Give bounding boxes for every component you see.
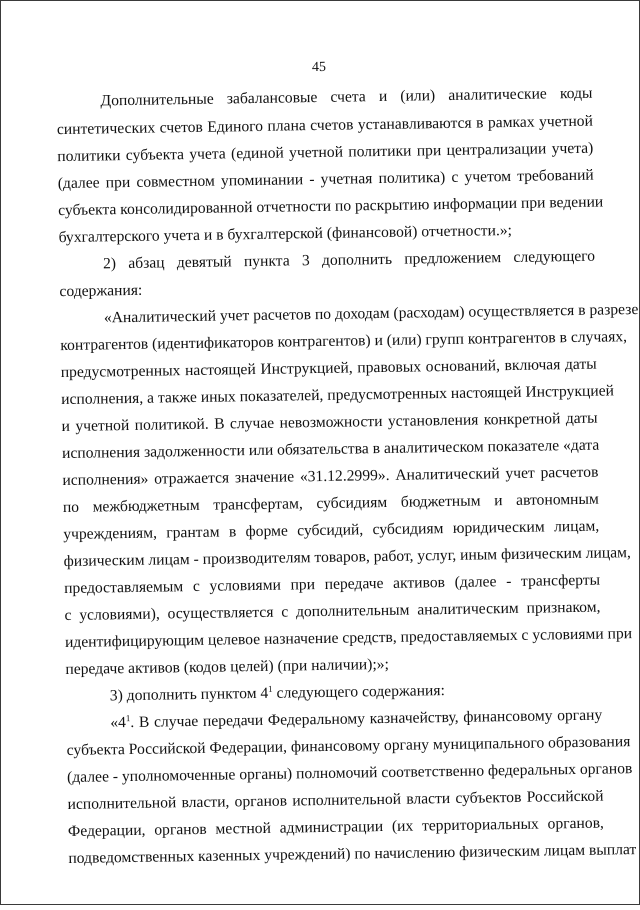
paragraph-line: подведомственных казенных учреждений) по начислению физическим лицам выплат [68,841,637,868]
paragraph-line: контрагентов (идентификаторов контрагентов) и (или) групп контрагентов в случаях, [60,328,628,355]
paragraph-line: исполнения» отражается значение «31.12.2999». Аналитический учет расчетов [62,463,599,490]
paragraph-line: Дополнительные забалансовые счета и (или) аналитические коды [100,84,593,110]
paragraph-line: учреждениям, грантам в форме субсидий, субсидиям юридическим лицам, [63,517,600,544]
paragraph-line: исполнения задолженности или обязательства в аналитическом показателе «дата [61,436,600,463]
paragraph-line: 2) абзац девятый пункта 3 дополнить предложением следующего [102,247,596,273]
paragraph-line: предоставляемым с условиями при передаче активов (далее - трансферты [64,571,601,598]
superscript: 1 [125,713,131,724]
paragraph-line: субъекта Российской Федерации, финансовому органу муниципального образования [66,733,631,760]
paragraph-line: политики субъекта учета (единой учетной политики при централизации учета) [57,139,594,166]
paragraph-line: субъекта консолидированной отчетности по раскрытию информации при ведении [58,193,604,220]
paragraph-line: по межбюджетным трансфертам, субсидиям бюджетным и автономным [62,490,599,517]
paragraph-line: Федерации, органов местной администрации (их территориальных органов, [67,814,605,841]
page-number: 45 [311,59,327,76]
paragraph-line [110,706,602,734]
paragraph-line: идентифицирующим целевое назначение средств, предоставляемых с условиями при [64,625,633,652]
paragraph-line: содержания: [59,281,143,301]
item-three-text: 3) дополнить пунктом 4 [109,684,269,705]
item-three-text-end: следующего содержания: [272,682,445,702]
paragraph-line: синтетических счетов Единого плана счетов устанавливаются в рамках учетной [56,112,594,139]
paragraph-line: (далее - уполномоченные органы) полномочий соответственно федеральных органов [66,760,633,787]
clause-text: . В случае передачи Федеральному казначейству, финансовому органу [130,706,603,732]
paragraph-line: передаче активов (кодов целей) (при наличии);»; [65,655,389,679]
paragraph-line [110,681,445,706]
paragraph-line: бухгалтерского учета и в бухгалтерской (финансовой) отчетности.»; [58,221,513,247]
paragraph-line: исполнения, а также иных показателей, предусмотренных настоящей Инструкцией [61,382,615,409]
paragraph-line: физическим лицам - производителям товаров, работ, услуг, иным физическим лицам, [63,544,632,571]
superscript: 1 [268,683,273,694]
paragraph-line: исполнительной власти, органов исполнительной власти субъектов Российской [67,787,604,814]
paragraph-line: «Аналитический учет расчетов по доходам (расходам) осуществляется в разрезе [103,300,639,327]
clause-number: «4 [110,714,126,732]
paragraph-line: предусмотренных настоящей Инструкцией, правовых оснований, включая даты [60,355,597,382]
paragraph-line: (далее при совместном упоминании - учетная политика) с учетом требований [57,166,594,193]
paragraph-line: и учетной политикой. В случае невозможности установления конкретной даты [61,409,598,436]
paragraph-line: с условиями), осуществляется с дополнительным аналитическим признаком, [64,598,601,625]
